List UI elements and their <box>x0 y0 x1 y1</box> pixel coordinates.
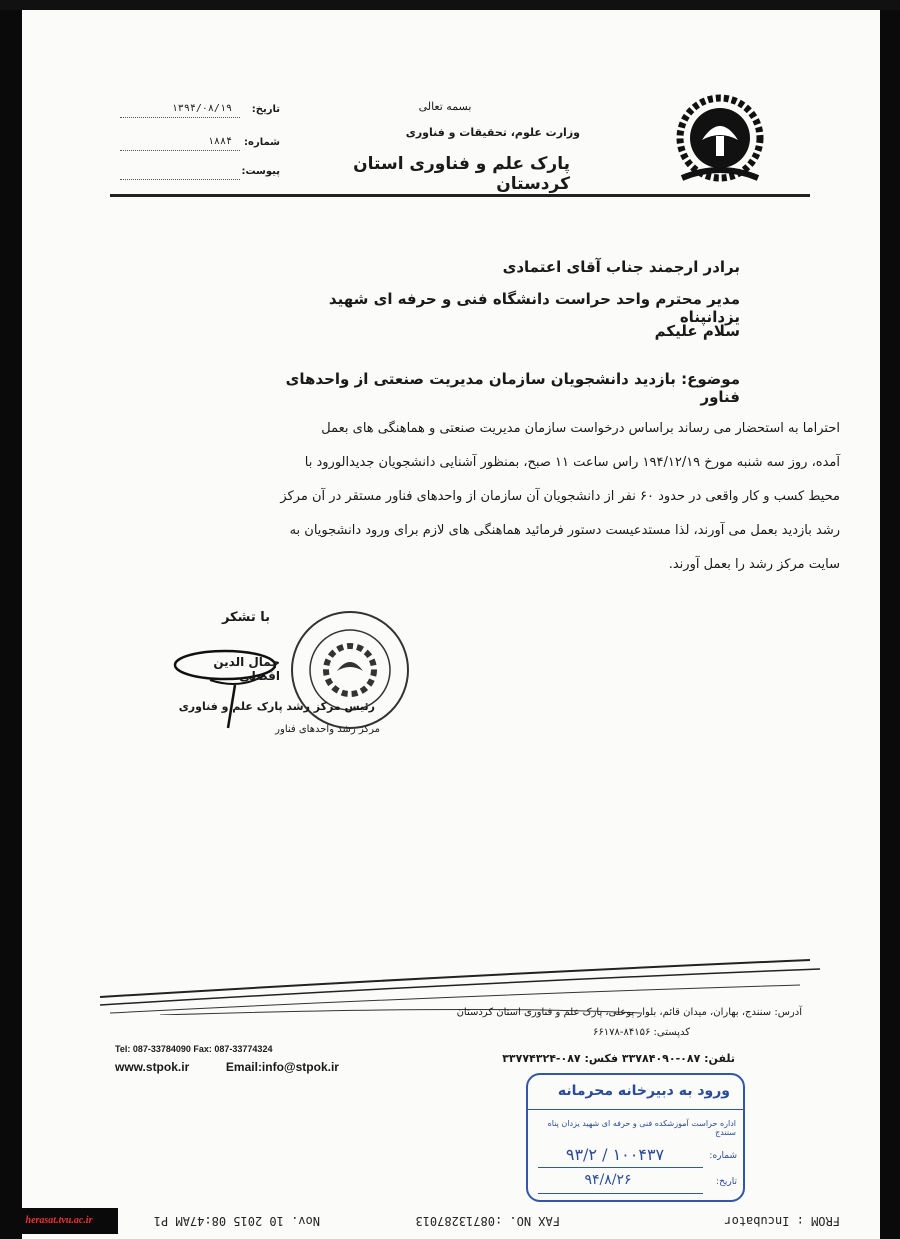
footer-tel-fax-latin: Tel: 087-33784090 Fax: 087-33774324 <box>115 1044 273 1054</box>
letter-body <box>150 412 840 582</box>
body-line-3: محیط کسب و کار واقعی در حدود ۶۰ نفر از دانشجویان آن سازمان از واحدهای فناور مستقر در آن مرکز <box>280 489 840 504</box>
number-field <box>120 137 280 153</box>
fax-from: FROM : Incubator <box>724 1214 840 1228</box>
received-date-value: ۹۴/۸/۲۶ <box>584 1172 632 1188</box>
attachment-field <box>120 166 280 182</box>
recipient-line-1: برادر ارجمند جناب آقای اعتمادی <box>502 258 740 276</box>
footer-address: آدرس: سنندج، بهاران، میدان قائم، بلوار پوعلی، پارک علم و فناوری استان کردستان <box>456 1007 802 1018</box>
footer-postal-code: کدپستی: ۸۴۱۵۶-۶۶۱۷۸ <box>593 1027 690 1038</box>
body-line-2: آمده، روز سه شنبه مورخ ۱۹۴/۱۲/۱۹ راس ساعت ۱۱ صبح، بمنظور آشنایی دانشجویان جدیدالورود با <box>304 455 840 470</box>
date-dots <box>120 117 240 118</box>
date-value: ۱۳۹۴/۰۸/۱۹ <box>171 103 232 114</box>
greeting: سلام علیکم <box>654 322 740 340</box>
footer-email: Email:info@stpok.ir <box>225 1060 339 1074</box>
scan-border-right <box>880 0 900 1239</box>
stamp-caption: مرکز رشد واحدهای فناور <box>275 724 380 735</box>
ministry-name: وزارت علوم، تحقیقات و فناوری <box>405 126 580 139</box>
received-number-label: شماره: <box>709 1151 737 1161</box>
number-dots <box>120 150 240 151</box>
site-watermark: herasat.tvu.ac.ir <box>0 1208 118 1234</box>
received-date-label: تاریخ: <box>716 1177 737 1187</box>
attachment-label: پیوست: <box>241 166 280 177</box>
signer-name: جمال الدین افضلی <box>213 655 280 683</box>
date-field <box>120 104 280 120</box>
received-number-line <box>538 1167 703 1168</box>
subject-line: موضوع: بازدید دانشجویان سازمان مدیریت صنعتی از واحدهای فناور <box>285 370 740 406</box>
bismillah: بسمه تعالی <box>418 100 472 113</box>
signer-title: رئیس مرکز رشد پارک علم و فناوری <box>178 700 375 713</box>
official-seal-icon <box>285 605 415 735</box>
closing: با تشکر <box>221 610 270 625</box>
footer-divider-lines <box>100 955 820 1015</box>
received-date-line <box>538 1193 703 1194</box>
park-logo-icon <box>672 92 768 192</box>
fax-number: FAX NO. :08713287013 <box>415 1214 560 1228</box>
footer-website: www.stpok.ir <box>115 1060 190 1074</box>
number-value: ۱۸۸۴ <box>207 136 232 147</box>
body-line-5: سایت مرکز رشد را بعمل آورند. <box>668 557 840 572</box>
received-stamp <box>526 1073 745 1202</box>
scan-border-left <box>0 0 22 1239</box>
park-name: پارک علم و فناوری استان کردستان <box>353 154 570 194</box>
number-label: شماره: <box>244 137 280 148</box>
body-line-4: رشد بازدید بعمل می آورند، لذا مستدعیست دستور فرمائید هماهنگی های لازم برای ورود دانشجویان به <box>289 523 840 538</box>
footer-web <box>115 1060 339 1074</box>
scan-border-top <box>0 0 900 10</box>
fax-datetime: Nov. 10 2015 08:47AM P1 <box>153 1214 320 1228</box>
body-line-1: احتراما به استحضار می رساند براساس درخواست سازمان مدیریت صنعتی و هماهنگی های بعمل <box>321 421 840 436</box>
received-stamp-divider <box>528 1109 743 1110</box>
header-divider <box>110 194 810 197</box>
attachment-dots <box>120 179 240 180</box>
date-label: تاریخ: <box>251 104 280 115</box>
received-stamp-title: ورود به دبیرخانه محرمانه <box>557 1083 730 1099</box>
recipient-line-2: مدیر محترم واحد حراست دانشگاه فنی و حرفه ای شهید یزدانپناه <box>328 290 740 326</box>
footer-phone: تلفن: ۰۸۷-۳۳۷۸۴۰۹۰ فکس: ۰۸۷-۳۳۷۷۴۳۲۴ <box>502 1052 735 1065</box>
received-stamp-office: اداره حراست آموزشکده فنی و حرفه ای شهید یزدان پناه سنندج <box>547 1119 736 1137</box>
received-number-value: ۱۰۰۴۳۷ / ۹۳/۲ <box>565 1145 665 1164</box>
fax-header <box>120 1212 840 1228</box>
